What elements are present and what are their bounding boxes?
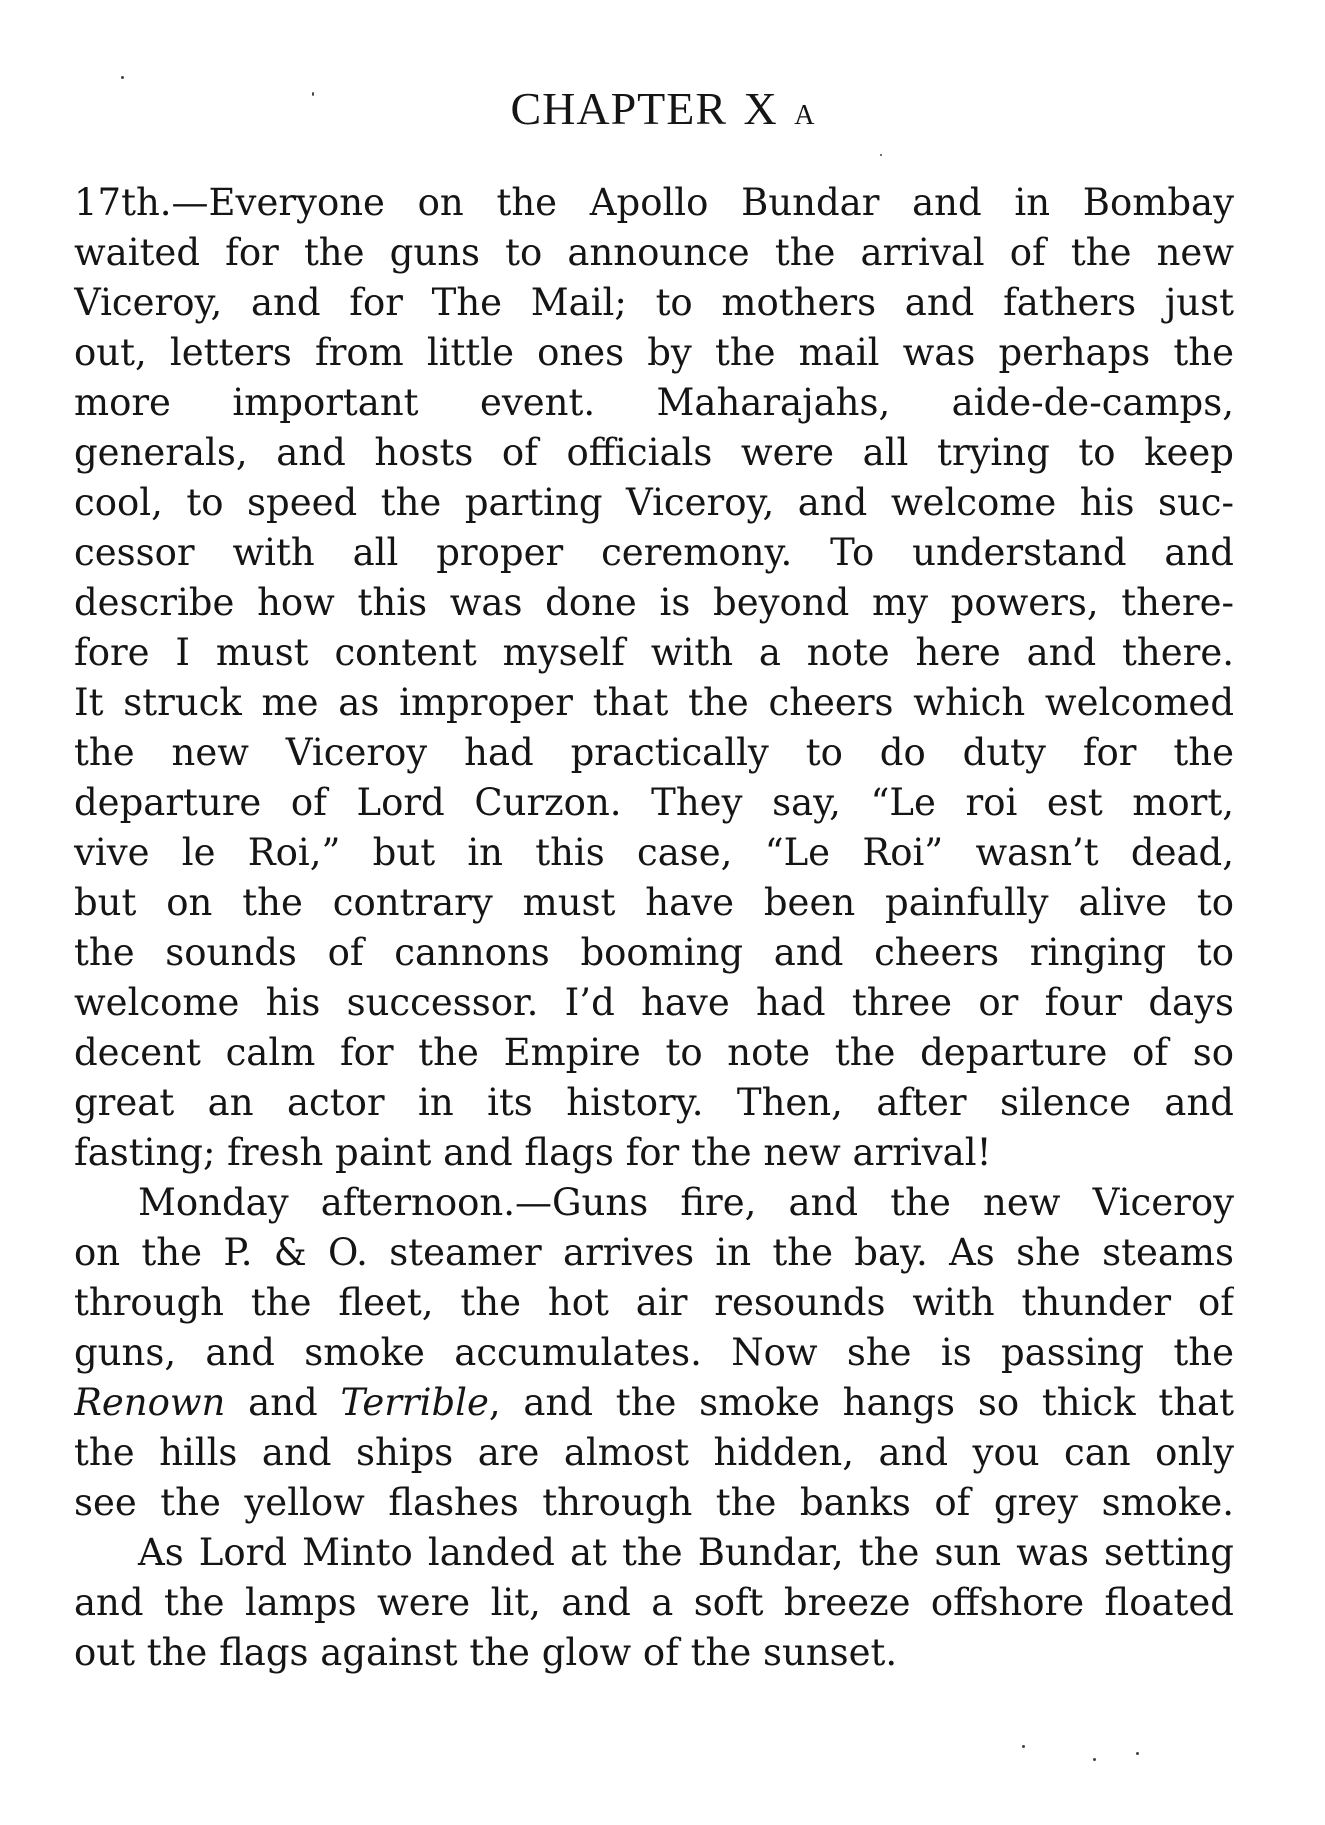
text-line: through the fleet, the hot air resounds with thunder of xyxy=(74,1281,1234,1324)
text-line: fasting; fresh paint and flags for the new arrival! xyxy=(74,1131,992,1174)
text-line: guns, and smoke accumulates. Now she is passing the xyxy=(74,1331,1234,1374)
chapter-title: CHAPTER X xyxy=(510,83,778,134)
text-line: more important event. Maharajahs, aide-de-camps, xyxy=(74,381,1234,424)
text-fragment: , and the smoke hangs so thick that xyxy=(488,1381,1234,1424)
ship-name-renown: Renown xyxy=(74,1381,226,1424)
text-line: and the lamps were lit, and a soft breeze offshore floated xyxy=(74,1581,1234,1624)
ship-name-terrible: Terrible xyxy=(340,1381,489,1424)
text-line: cessor with all proper ceremony. To understand and xyxy=(74,531,1234,574)
paragraph-3 xyxy=(74,1528,1234,1678)
chapter-suffix: A xyxy=(794,100,815,131)
text-fragment: and xyxy=(225,1381,341,1424)
scan-speck xyxy=(121,76,124,79)
text-line: departure of Lord Curzon. They say, “Le roi est mort, xyxy=(74,781,1234,824)
scan-speck xyxy=(1093,1758,1096,1761)
text-line: Monday afternoon.—Guns fire, and the new Viceroy xyxy=(138,1181,1234,1224)
text-line: see the yellow flashes through the banks of grey smoke. xyxy=(74,1481,1234,1524)
text-line: the new Viceroy had practically to do duty for the xyxy=(74,731,1234,774)
scan-speck xyxy=(1136,1752,1139,1755)
text-line: but on the contrary must have been painfully alive to xyxy=(74,881,1234,924)
text-line: on the P. & O. steamer arrives in the bay. As she steams xyxy=(74,1231,1234,1274)
text-line: decent calm for the Empire to note the departure of so xyxy=(74,1031,1234,1074)
scan-speck xyxy=(880,154,882,156)
text-line: welcome his successor. I’d have had three or four days xyxy=(74,981,1234,1024)
scan-speck xyxy=(312,92,314,96)
text-line: generals, and hosts of officials were all trying to keep xyxy=(74,431,1234,474)
text-line: waited for the guns to announce the arrival of the new xyxy=(74,231,1234,274)
text-line: great an actor in its history. Then, after silence and xyxy=(74,1081,1234,1124)
text-line: Viceroy, and for The Mail; to mothers and fathers just xyxy=(74,281,1234,324)
chapter-heading xyxy=(0,82,1325,135)
text-line: vive le Roi,” but in this case, “Le Roi” wasn’t dead, xyxy=(74,831,1234,874)
paragraph-1 xyxy=(74,178,1234,1178)
text-line: out the flags against the glow of the sunset. xyxy=(74,1631,898,1674)
chapter-body xyxy=(74,178,1234,1678)
text-line-italic-names xyxy=(74,1378,1234,1428)
text-line: cool, to speed the parting Viceroy, and welcome his suc- xyxy=(74,481,1234,524)
text-line: describe how this was done is beyond my powers, there- xyxy=(74,581,1234,624)
scan-speck xyxy=(1022,1745,1025,1748)
paragraph-2 xyxy=(74,1178,1234,1528)
text-line: As Lord Minto landed at the Bundar, the sun was setting xyxy=(138,1531,1234,1574)
text-line: the hills and ships are almost hidden, and you can only xyxy=(74,1431,1234,1474)
text-line: fore I must content myself with a note here and there. xyxy=(74,631,1234,674)
text-line: the sounds of cannons booming and cheers ringing to xyxy=(74,931,1234,974)
text-line: It struck me as improper that the cheers which welcomed xyxy=(74,681,1234,724)
text-line: 17th.—Everyone on the Apollo Bundar and in Bombay xyxy=(74,181,1234,224)
text-line: out, letters from little ones by the mail was perhaps the xyxy=(74,331,1234,374)
